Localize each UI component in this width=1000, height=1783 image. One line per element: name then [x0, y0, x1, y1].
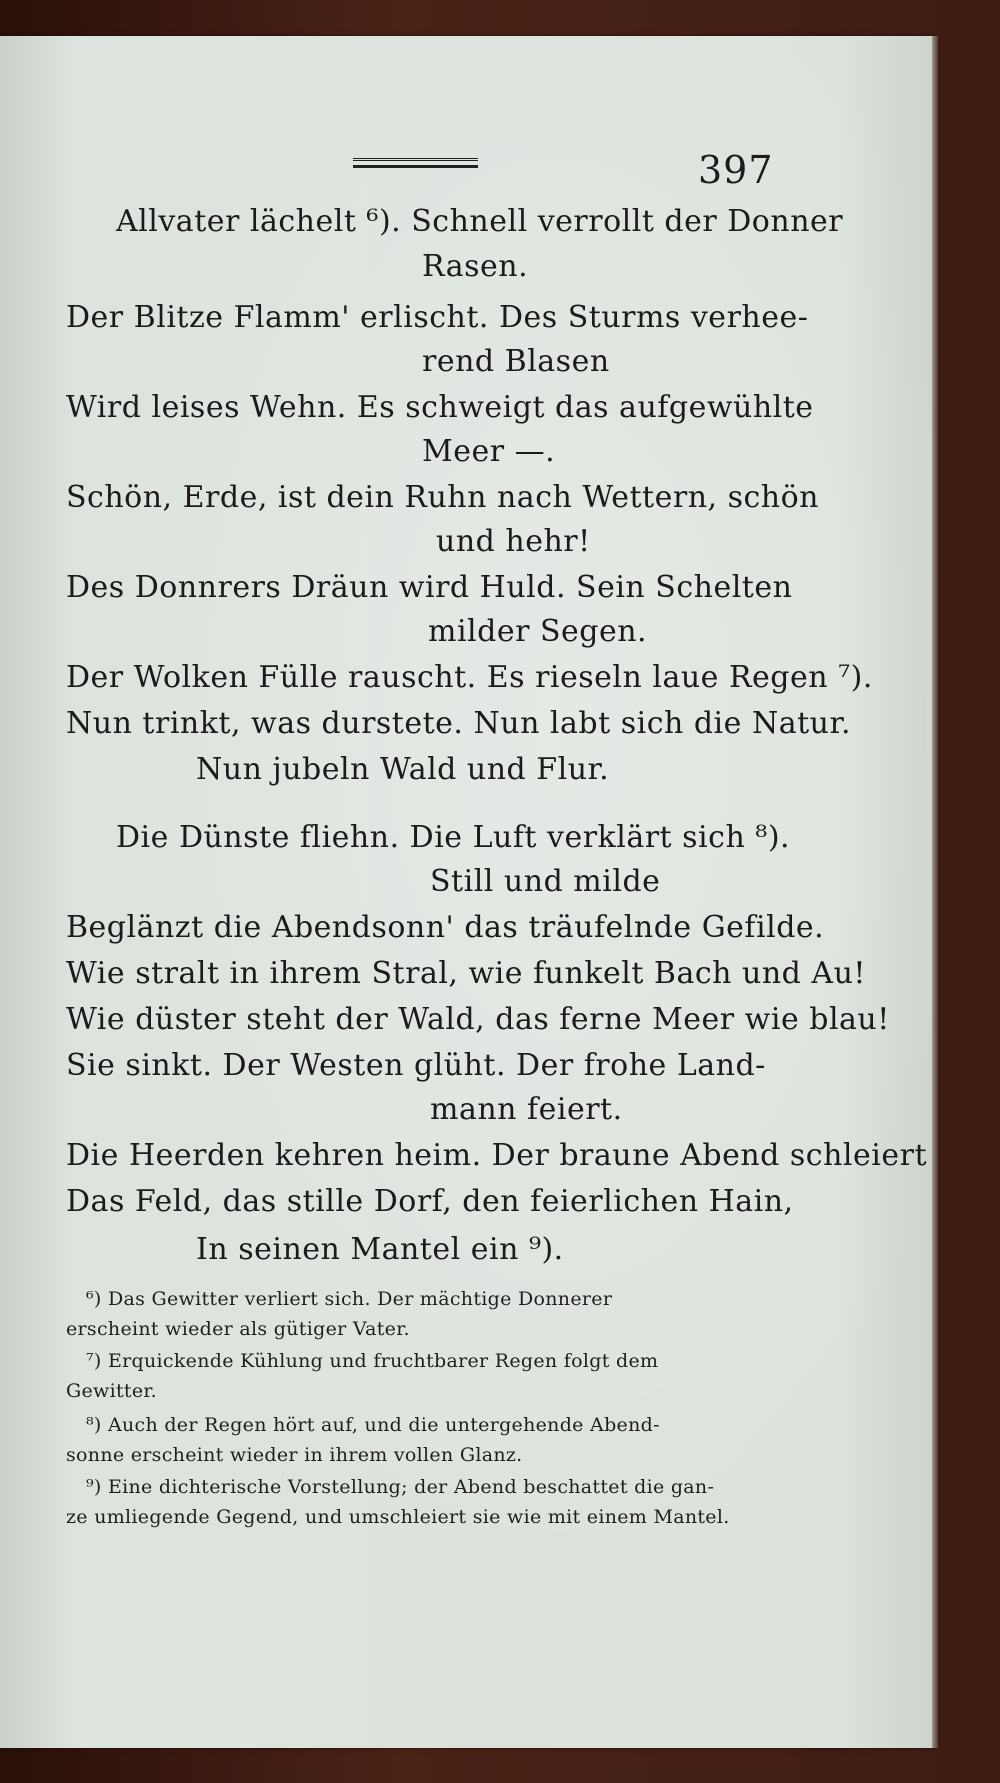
poem-line: In seinen Mantel ein ⁹). — [196, 1232, 564, 1267]
poem-line: Allvater lächelt ⁶). Schnell verrollt der Donner — [116, 204, 844, 239]
poem-line: Schön, Erde, ist dein Ruhn nach Wettern, schön — [66, 480, 819, 515]
page-edge — [932, 36, 938, 1748]
poem-line: Sie sinkt. Der Westen glüht. Der frohe Land- — [66, 1048, 766, 1083]
footnote-line: ⁹) Eine dichterische Vorstellung; der Abend beschattet die gan- — [86, 1476, 715, 1498]
footnote-line: Gewitter. — [66, 1380, 158, 1402]
poem-line: mann feiert. — [430, 1092, 623, 1127]
footnote-line: ⁶) Das Gewitter verliert sich. Der mächtige Donnerer — [86, 1288, 613, 1310]
poem-line: rend Blasen — [422, 344, 610, 379]
page-number: 397 — [698, 148, 774, 192]
footnote-line: ⁸) Auch der Regen hört auf, und die untergehende Abend- — [86, 1414, 660, 1436]
poem-line: Meer —. — [422, 434, 556, 469]
footnote-line: ⁷) Erquickende Kühlung und fruchtbarer Regen folgt dem — [86, 1350, 659, 1372]
poem-line: Der Wolken Fülle rauscht. Es rieseln laue Regen ⁷). — [66, 660, 873, 695]
poem-line: Still und milde — [430, 864, 661, 899]
footnote-line: sonne erscheint wieder in ihrem vollen Glanz. — [66, 1444, 523, 1466]
poem-line: Nun trinkt, was durstete. Nun labt sich die Natur. — [66, 706, 852, 741]
footnote-line: ze umliegende Gegend, und umschleiert sie wie mit einem Mantel. — [66, 1506, 730, 1528]
poem-line: milder Segen. — [428, 614, 648, 649]
poem-line: Die Dünste fliehn. Die Luft verklärt sich ⁸). — [116, 820, 791, 855]
poem-line: Wird leises Wehn. Es schweigt das aufgewühlte — [66, 390, 814, 425]
poem-line: Das Feld, das stille Dorf, den feierlichen Hain, — [66, 1184, 794, 1219]
poem-line: Wie stralt in ihrem Stral, wie funkelt Bach und Au! — [66, 956, 866, 991]
header-rule — [353, 158, 478, 168]
poem-line: Nun jubeln Wald und Flur. — [196, 752, 610, 787]
poem-line: Die Heerden kehren heim. Der braune Abend schleiert — [66, 1138, 928, 1173]
poem-line: Rasen. — [422, 249, 529, 284]
poem-line: Der Blitze Flamm' erlischt. Des Sturms verhee- — [66, 300, 809, 335]
poem-line: Des Donnrers Dräun wird Huld. Sein Schelten — [66, 570, 793, 605]
poem-line: und hehr! — [436, 524, 591, 559]
footnote-line: erscheint wieder als gütiger Vater. — [66, 1318, 410, 1340]
poem-line: Beglänzt die Abendsonn' das träufelnde Gefilde. — [66, 910, 825, 945]
poem-line: Wie düster steht der Wald, das ferne Meer wie blau! — [66, 1002, 890, 1037]
